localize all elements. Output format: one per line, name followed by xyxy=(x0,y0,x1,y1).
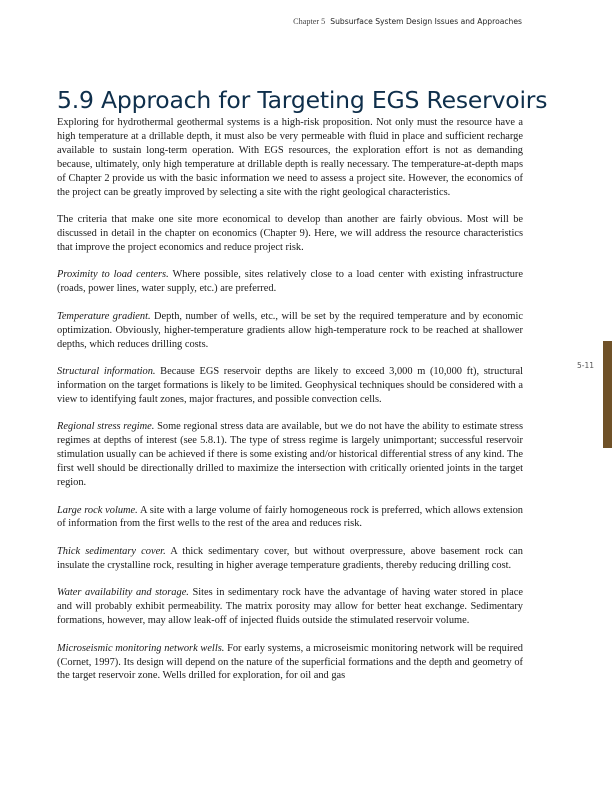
paragraph-text: Some regional stress data are available, but we do not have the ability to estimate stress regimes at depths of interest (see 5.8.1). The type of stress regime is largely unimportant; successful reservoir stimulation usually can be achieved if there is some existing and/or historical differential stress of any kind. The first well should be directionally drilled to maximize the intersection with critically oriented joints in the target region. xyxy=(57,421,523,488)
paragraph-lead: Microseismic monitoring network wells. xyxy=(57,642,225,654)
paragraph-rock-volume xyxy=(57,504,523,532)
paragraph-text: Where possible, sites relatively close to a load center with existing infrastructure (roads, power lines, water supply, etc.) are preferred. xyxy=(57,269,524,295)
paragraph-proximity xyxy=(57,268,523,296)
paragraph-text: A thick sedimentary cover, but without overpressure, above basement rock can insulate the crystalline rock, resulting in higher average temperature gradients, thereby reducing drilling cost. xyxy=(57,545,523,571)
chapter-title: Subsurface System Design Issues and Approaches xyxy=(330,17,522,26)
paragraph-text: For early systems, a microseismic monitoring network will be required (Cornet, 1997). Its design will depend on the nature of the superficial formations and the depth and geometry of the target reservoir zone. Wells drilled for exploration, for oil and gas xyxy=(57,642,524,682)
paragraph-lead: Structural information. xyxy=(57,366,156,378)
paragraph-text: Depth, number of wells, etc., will be set by the required temperature and by economic optimization. Obviously, higher-temperature gradients allow high-temperature rock to be reached at shallower depths, which reduces drilling costs. xyxy=(57,310,523,350)
section-title: 5.9 Approach for Targeting EGS Reservoirs xyxy=(57,86,548,114)
paragraph-lead: Large rock volume. xyxy=(57,504,138,516)
running-header xyxy=(293,17,522,26)
paragraph-text: Sites in sedimentary rock have the advantage of having water stored in place and will probably exhibit permeability. The matrix porosity may allow for better heat exchange. Sedimentary formations, however, may allow leak-off of injected fluids outside the stimulated reservoir volume. xyxy=(57,587,523,627)
paragraph-lead: Thick sedimentary cover. xyxy=(57,545,166,557)
paragraph-criteria xyxy=(57,213,523,255)
paragraph-text: Exploring for hydrothermal geothermal systems is a high-risk proposition. Not only must the resource have a high temperature at a drillable depth, it must also be very permeable with fluid in place and sufficient recharge available to sustain long-term operation. With EGS resources, the exploration effort is not as demanding because, ultimately, only high temperature at drillable depth is really necessary. The temperature-at-depth maps of Chapter 2 provide us with the basic information we need to assess a project site. However, the economics of the project can be greatly improved by selecting a site with the right geological characteristics. xyxy=(57,117,523,198)
page-number: 5-11 xyxy=(577,361,595,370)
paragraph-water-availability xyxy=(57,586,523,628)
paragraph-structural-information xyxy=(57,365,523,407)
body-text xyxy=(57,116,523,697)
paragraph-text: A site with a large volume of fairly homogeneous rock is preferred, which allows extension of information from the first wells to the rest of the area and reduces risk. xyxy=(57,504,523,530)
paragraph-text: The criteria that make one site more economical to develop than another are fairly obvious. Most will be discussed in detail in the chapter on economics (Chapter 9). Here, we will address the resource characteristics that improve the project economics and reduce project risk. xyxy=(57,214,523,253)
paragraph-stress-regime xyxy=(57,420,523,490)
chapter-thumb-tab xyxy=(603,341,612,448)
paragraph-lead: Temperature gradient. xyxy=(57,310,151,322)
chapter-label: Chapter 5 xyxy=(293,17,326,26)
paragraph-lead: Proximity to load centers. xyxy=(57,269,169,281)
paragraph-lead: Water availability and storage. xyxy=(57,587,189,599)
paragraph-lead: Regional stress regime. xyxy=(57,421,155,433)
paragraph-intro xyxy=(57,116,523,199)
paragraph-microseismic xyxy=(57,642,523,684)
paragraph-sedimentary-cover xyxy=(57,545,523,573)
paragraph-text: Because EGS reservoir depths are likely to exceed 3,000 m (10,000 ft), structural information on the target formations is likely to be limited. Geophysical techniques should be considered with a view to identifying fault zones, major fractures, and possible convection cells. xyxy=(57,366,523,405)
paragraph-temperature-gradient xyxy=(57,310,523,352)
